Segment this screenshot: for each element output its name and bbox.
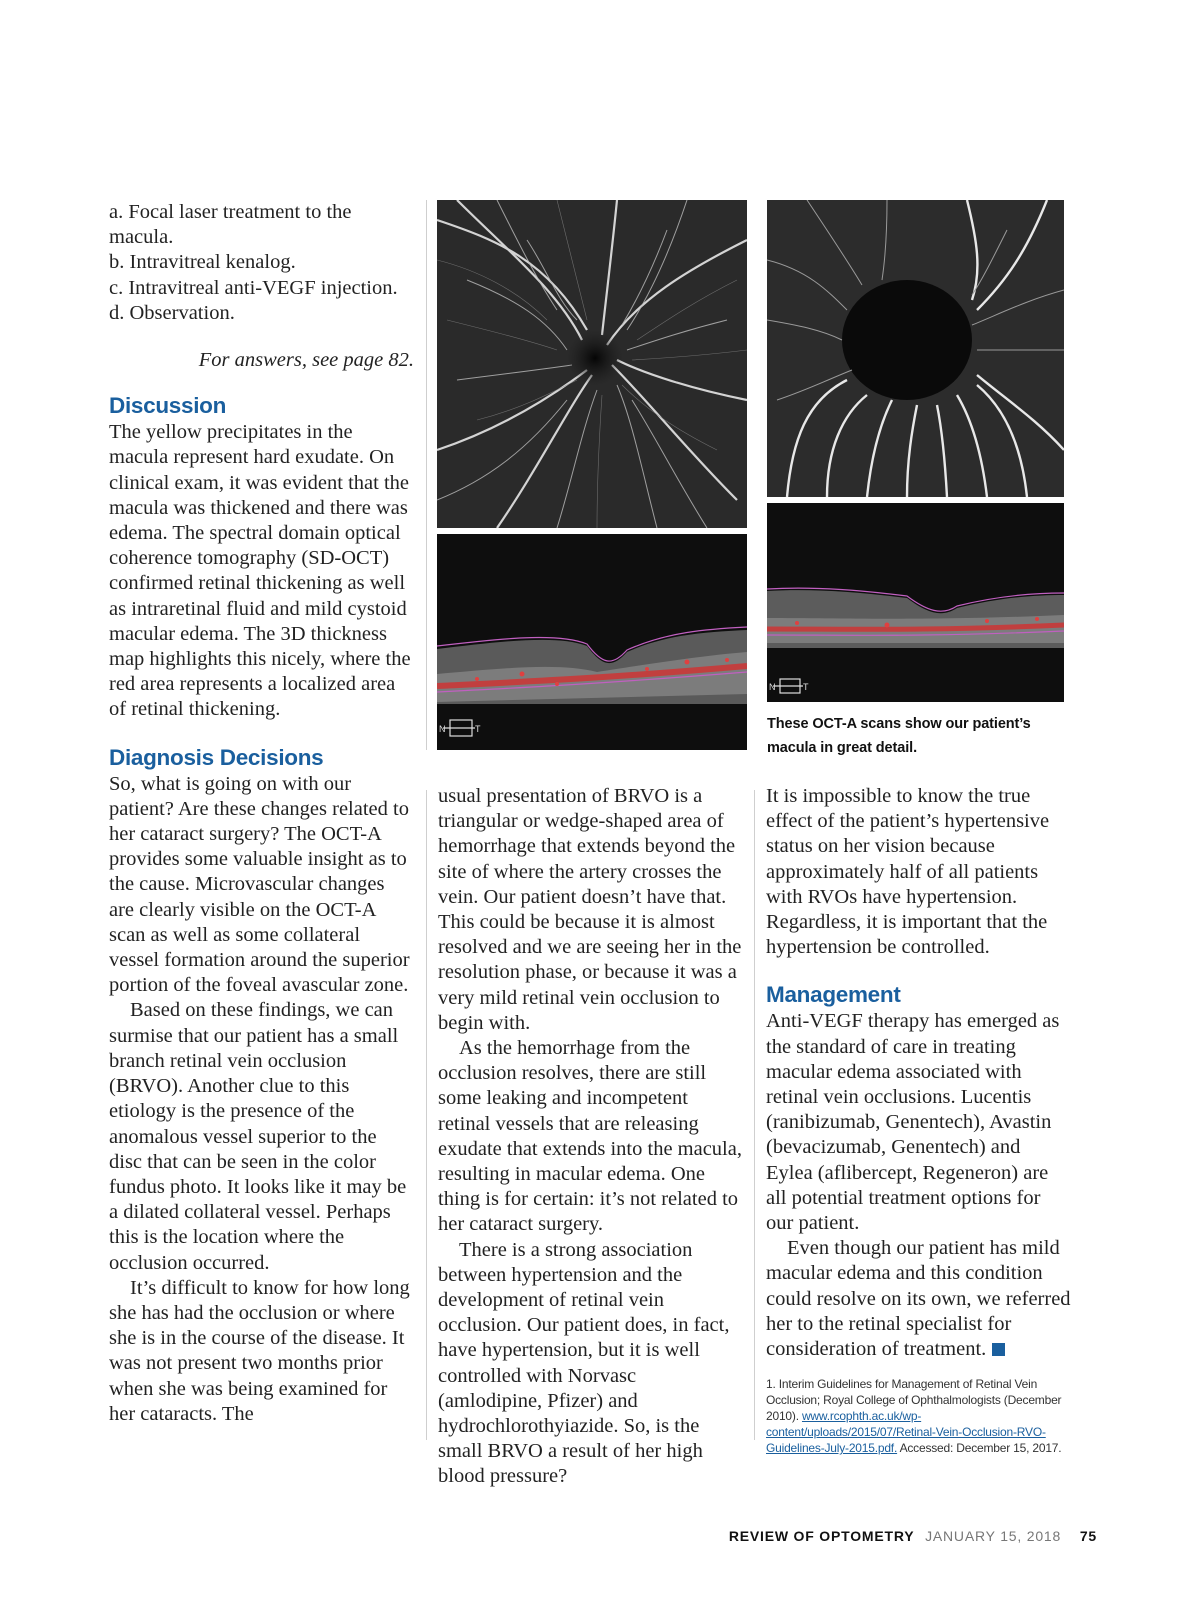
oct-label-n-right: N <box>769 682 776 692</box>
figure-caption: These OCT-A scans show our patient’s macula in great detail. <box>767 716 1031 756</box>
column-2-paragraph-1: usual presentation of BRVO is a triangular or wedge-shaped area of hemorrhage that extends beyond the site of where the artery crosses the vein. Our patient doesn’t have that. This could be because it is almost resolved and we are seeing her in the resolution phase, or because it was a very mild retinal vein occlusion to begin with. <box>438 785 742 1034</box>
page-footer <box>729 1528 1097 1544</box>
answer-options <box>109 200 414 326</box>
footnote-accessed: Accessed: December 15, 2017. <box>899 1441 1062 1456</box>
footnote <box>766 1376 1071 1456</box>
oct-bscan-image-left <box>437 534 747 750</box>
diagnosis-paragraph-1: So, what is going on with our patient? Are these changes related to her cataract surgery? The OCT-A provides some valuable insight as to the cause. Microvascular changes are clearly visible on the OCT-A scan as well as some collateral vessel formation around the superior portion of the foveal avascular zone. <box>109 772 410 997</box>
column-2-paragraph-2: As the hemorrhage from the occlusion resolves, there are still some leaking and incompetent retinal vessels that are releasing exudate that extends into the macula, resulting in macular edema. One thing is for certain: it’s not related to her cataract surgery. <box>438 1037 742 1236</box>
discussion-text: The yellow precipitates in the macula represent hard exudate. On clinical exam, it was evident that the macula was thickened and there was edema. The spectral domain optical coherence tomography (SD-OCT) confirmed retinal thickening as well as intraretinal fluid and mild cystoid macular edema. The 3D thickness map highlights this nicely, where the red area represents a localized area of retinal thickening. <box>109 421 411 721</box>
publication-name: REVIEW OF OPTOMETRY <box>728 1528 915 1544</box>
management-paragraph-2 <box>766 1236 1071 1362</box>
oct-label-t-left: T <box>475 724 481 734</box>
column-separator-2 <box>426 790 427 1440</box>
discussion-heading: Discussion <box>109 393 227 419</box>
issue-date: JANUARY 15, 2018 <box>925 1528 1062 1544</box>
management-paragraph-2-text: Even though our patient has mild macular edema and this condition could resolve on its own, we referred her to the retinal specialist for consideration of treatment. <box>766 1237 1071 1361</box>
column-1 <box>109 200 414 1427</box>
answers-note: For answers, see page 82. <box>198 349 414 372</box>
octa-angiogram-image-right <box>767 200 1064 497</box>
oct-label-n-left: N <box>439 724 446 734</box>
option-a-line1: a. Focal laser treatment to the <box>109 201 352 223</box>
page-number: 75 <box>1079 1528 1097 1544</box>
option-b: b. Intravitreal kenalog. <box>109 251 296 274</box>
octa-angiogram-image-left <box>437 200 747 528</box>
column-3 <box>766 784 1071 1456</box>
option-a-line2: macula. <box>109 226 174 249</box>
footnote-text: 1. Interim Guidelines for Management of Retinal Vein Occlusion; Royal College of Ophthalmologists (December 2010). <box>766 1377 1062 1424</box>
column-separator-1 <box>426 200 427 750</box>
option-c: c. Intravitreal anti-VEGF injection. <box>109 276 398 299</box>
management-paragraph-1: Anti-VEGF therapy has emerged as the standard of care in treating macular edema associated with retinal vein occlusions. Lucentis (ranibizumab, Genentech), Avastin (bevacizumab, Genentech) and Eylea (aflibercept, Regeneron) are all potential treatment options for our patient. <box>766 1010 1060 1235</box>
column-2-paragraph-3: There is a strong association between hypertension and the development of retinal vein occlusion. Our patient does, in fact, have hypertension, but it is well controlled with Norvasc (amlodipine, Pfizer) and hydrochlorothyiazide. So, is the small BRVO a result of her high blood pressure? <box>438 1238 730 1488</box>
management-heading: Management <box>766 982 901 1008</box>
diagnosis-paragraph-2: Based on these findings, we can surmise that our patient has a small branch retinal vein occlusion (BRVO). Another clue to this etiology is the presence of the anomalous vessel superior to the disc that can be seen in the color fundus photo. It looks like it may be a dilated collateral vessel. Perhaps this is the location where the occlusion occurred. <box>109 999 407 1274</box>
footnote-link[interactable]: www.rcophth.ac.uk/wp-content/uploads/2015/07/Retinal-Vein-Occlusion-RVO-Guidelines-July-2015.pdf. <box>766 1409 1046 1456</box>
oct-label-t-right: T <box>803 682 809 692</box>
end-mark-icon <box>992 1343 1005 1356</box>
column-separator-3 <box>754 790 755 1440</box>
column-3-paragraph-1: It is impossible to know the true effect of the patient’s hypertensive status on her vision because approximately half of all patients with RVOs have hypertension. Regardless, it is important that the hypertension be controlled. <box>766 785 1050 959</box>
column-2 <box>438 784 743 1490</box>
diagnosis-paragraph-3: It’s difficult to know for how long she has had the occlusion or where she is in the course of the disease. It was not present two months prior when she was being examined for her cataracts. The <box>109 1276 410 1425</box>
oct-bscan-image-right <box>767 503 1064 702</box>
diagnosis-heading: Diagnosis Decisions <box>109 744 324 770</box>
option-d: d. Observation. <box>109 301 235 324</box>
